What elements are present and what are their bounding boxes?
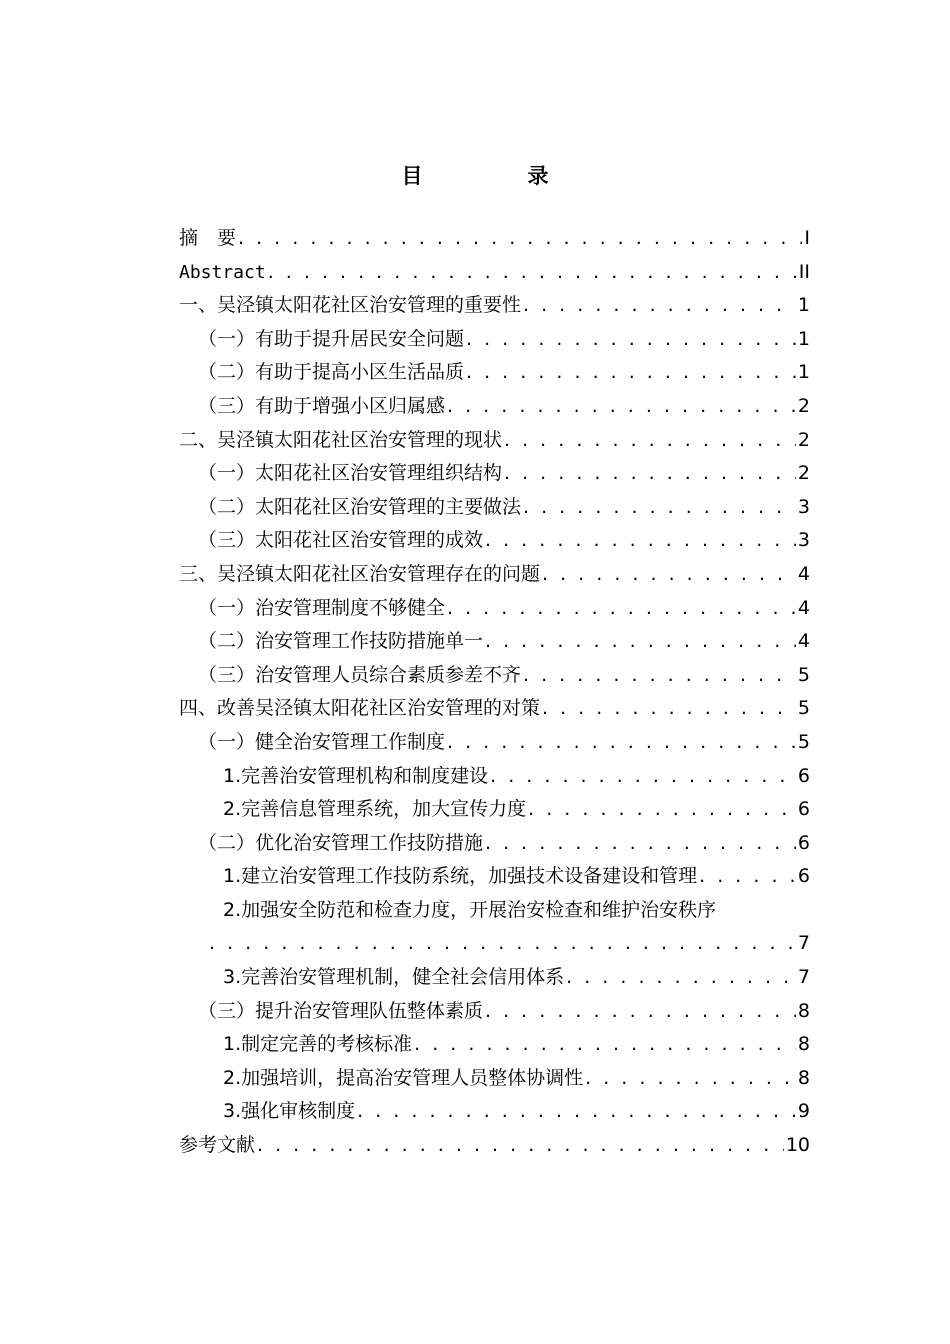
toc-entry-subsection[interactable] [179,760,810,794]
toc-entry-subsection[interactable] [179,1095,810,1129]
toc-entry-references[interactable] [179,1129,810,1163]
toc-entry-chapter-4[interactable] [179,692,810,726]
toc-entry-subsection[interactable] [179,860,810,894]
toc-entry-label: （二）优化治安管理工作技防措施 [198,831,484,854]
toc-entry-label: 2.完善信息管理系统，加大宣传力度 [223,798,527,821]
toc-entry-label: 参考文献 [179,1134,256,1157]
dot-leader [485,995,796,1029]
toc-entry-page: 3 [797,529,810,552]
toc-entry-label: 2.加强安全防范和检查力度，开展治安检查和维护治安秩序 [223,898,717,921]
toc-entry-section[interactable] [179,625,810,659]
toc-entry-page: 2 [797,394,810,417]
toc-entry-section[interactable] [179,726,810,760]
toc-entry-chapter-2[interactable] [179,424,810,458]
dot-leader [585,1062,796,1096]
toc-entry-label: （一）健全治安管理工作制度 [198,730,446,753]
dot-leader [504,424,796,458]
dot-leader [566,961,796,995]
dot-leader [523,659,796,693]
toc-entry-label: 3.强化审核制度 [223,1100,356,1123]
toc-entry-subsection[interactable] [179,793,810,827]
toc-entry-label: 三、吴泾镇太阳花社区治安管理存在的问题 [179,562,541,585]
toc-entry-page: 1 [797,361,810,384]
toc-entry-label: （二）有助于提高小区生活品质 [198,361,465,384]
toc-entry-section[interactable] [179,827,810,861]
toc-entry-abstract-cn[interactable] [179,222,810,256]
toc-entry-label: （一）有助于提升居民安全问题 [198,327,465,350]
toc-entry-label: （一）治安管理制度不够健全 [198,596,446,619]
toc-entry-page: 7 [797,932,810,955]
toc-entry-page: 2 [797,462,810,485]
dot-leader [485,827,796,861]
toc-entry-page: 2 [797,428,810,451]
toc-entry-label: 1.完善治安管理机构和制度建设 [223,764,489,787]
dot-leader [523,491,796,525]
toc-entry-chapter-3[interactable] [179,558,810,592]
toc-entry-page: 3 [797,495,810,518]
dot-leader [257,1129,784,1163]
toc-entry-label: （三）太阳花社区治安管理的成效 [198,529,484,552]
toc-entry-page: 6 [797,764,810,787]
toc-entry-label: 摘 要 [179,227,237,249]
toc-entry-label: 3.完善治安管理机制，健全社会信用体系 [223,966,565,989]
toc-entry-page: 5 [797,730,810,753]
dot-leader [504,457,796,491]
dot-leader [542,558,796,592]
dot-leader [209,927,796,961]
toc-entry-page: 8 [797,999,810,1022]
toc-entry-page: 5 [797,697,810,720]
dot-leader [268,256,797,290]
dot-leader [447,390,796,424]
toc-entry-label: （三）有助于增强小区归属感 [198,394,446,417]
toc-entry-label: 1.建立治安管理工作技防系统，加强技术设备建设和管理 [223,865,698,888]
toc-entry-subsection[interactable] [179,961,810,995]
toc-entry-page: 6 [797,831,810,854]
dot-leader [238,222,802,256]
dot-leader [447,592,796,626]
dot-leader [466,356,796,390]
toc-entry-page: I [804,227,810,249]
toc-entry-subsection[interactable] [179,894,810,961]
table-of-contents [179,222,810,1163]
dot-leader [542,692,796,726]
dot-leader [447,726,796,760]
toc-entry-label: （三）治安管理人员综合素质参差不齐 [198,663,522,686]
dot-leader [490,760,796,794]
toc-entry-page: 4 [797,562,810,585]
toc-entry-chapter-1[interactable] [179,289,810,323]
dot-leader [485,524,796,558]
toc-entry-label: 二、吴泾镇太阳花社区治安管理的现状 [179,428,503,451]
dot-leader [523,289,796,323]
toc-entry-section[interactable] [179,457,810,491]
toc-entry-label: 1.制定完善的考核标准 [223,1033,413,1056]
dot-leader [485,625,796,659]
dot-leader [357,1095,796,1129]
toc-entry-section[interactable] [179,356,810,390]
toc-entry-section[interactable] [179,659,810,693]
dot-leader [528,793,796,827]
toc-entry-page: 9 [797,1100,810,1123]
toc-entry-label: Abstract [179,261,266,283]
toc-entry-section[interactable] [179,995,810,1029]
toc-entry-section[interactable] [179,323,810,357]
toc-entry-page: 4 [797,630,810,653]
toc-entry-label: （一）太阳花社区治安管理组织结构 [198,462,503,485]
toc-entry-section[interactable] [179,592,810,626]
toc-entry-subsection[interactable] [179,1062,810,1096]
toc-entry-continuation [207,927,810,961]
toc-entry-page: 1 [797,327,810,350]
toc-entry-page: 7 [797,966,810,989]
toc-entry-section[interactable] [179,491,810,525]
toc-entry-page: 6 [797,865,810,888]
toc-entry-page: 8 [797,1066,810,1089]
toc-entry-page: 8 [797,1033,810,1056]
toc-entry-page: II [798,260,810,283]
toc-entry-subsection[interactable] [179,1028,810,1062]
toc-entry-page: 1 [797,294,810,317]
toc-entry-section[interactable] [179,524,810,558]
dot-leader [414,1028,796,1062]
toc-entry-label: 一、吴泾镇太阳花社区治安管理的重要性 [179,294,522,317]
toc-entry-page: 10 [785,1134,810,1157]
toc-entry-page: 5 [797,663,810,686]
dot-leader [466,323,796,357]
toc-entry-label: （三）提升治安管理队伍整体素质 [198,999,484,1022]
toc-title: 目 录 [401,164,591,188]
dot-leader [699,860,796,894]
toc-entry-page: 4 [797,596,810,619]
toc-entry-abstract-en[interactable] [179,256,810,290]
toc-entry-label: 2.加强培训，提高治安管理人员整体协调性 [223,1066,584,1089]
toc-entry-section[interactable] [179,390,810,424]
toc-entry-label: 四、改善吴泾镇太阳花社区治安管理的对策 [179,697,541,720]
toc-entry-page: 6 [797,798,810,821]
toc-entry-label: （二）治安管理工作技防措施单一 [198,630,484,653]
toc-entry-label: （二）太阳花社区治安管理的主要做法 [198,495,522,518]
